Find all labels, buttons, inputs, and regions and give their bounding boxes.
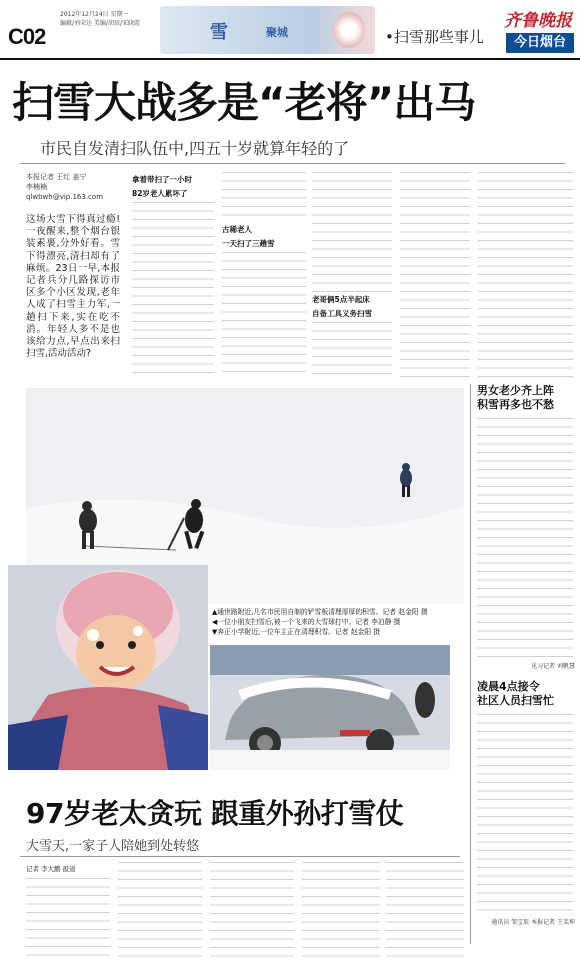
banner-sub: 聚城 <box>266 26 288 39</box>
page-meta <box>60 10 160 28</box>
caption-1: ▲通世路附近,几名市民用自制的铲雪板清理厚厚的积雪。记者 赵金阳 摄 <box>212 608 428 616</box>
body-column-5 <box>478 172 573 377</box>
sidebar-story-2-body <box>477 714 573 914</box>
column-subhead: 拿着带扫了一小时 <box>132 175 192 184</box>
body-text <box>132 202 214 377</box>
page-number: C02 <box>8 24 46 49</box>
body-text <box>312 322 392 377</box>
second-headline: 97岁老太贪玩 跟重外孙打雪仗 <box>26 797 404 830</box>
subhead-rule <box>20 163 565 164</box>
banner-title: 雪 <box>210 22 229 43</box>
sidebar <box>470 384 575 944</box>
body-column-1 <box>132 172 214 377</box>
column-subhead: 古稀老人 <box>222 225 252 234</box>
photo-captions <box>212 607 462 637</box>
second-byline-col <box>26 862 110 962</box>
main-headline: 扫雪大战多是“老将”出马 <box>12 78 476 127</box>
editors-line: 编辑/刘荣达 美编/胡辰/宋晓霞 <box>60 20 140 27</box>
child-graphic <box>8 565 208 770</box>
column-subhead: 自备工具义务扫雪 <box>312 309 372 318</box>
second-body-col-5 <box>386 862 464 962</box>
section-banner <box>160 6 375 54</box>
second-subhead: 大雪天,一家子人陪她到处转悠 <box>26 839 200 854</box>
body-text <box>478 172 573 377</box>
photo-child-snowball <box>8 565 208 770</box>
body-text <box>400 172 470 377</box>
sidebar-story-1-credit: 见习记者 刘帆慧 <box>531 663 575 670</box>
second-body-col-2 <box>118 862 202 962</box>
sidebar-story-2-credit: 通讯员 邹宝辰 本报记者 王芙坤 <box>491 919 575 926</box>
header-rule <box>0 58 580 60</box>
sidebar-story-2-title: 凌晨4点接令 社区人员扫雪忙 <box>477 680 554 707</box>
edition-tag: 今日烟台 <box>506 33 574 53</box>
main-lede: 这场大雪下得真过瘾!一夜醒来,整个烟台银装素裹,分外好看。雪下得漂亮,清扫却有了麻烦。23日一早,本报记者兵分几路探访市区多个小区发现,老年人成了扫雪主力军,一趟扫下来,实在吃不消。年轻人多不是也该给力点,早点出来扫扫雪,活动活动? <box>26 214 120 360</box>
paper-logo: 齐鲁晚报 <box>504 11 572 31</box>
byline-reporter-2: 李楠楠 <box>26 183 47 191</box>
body-text <box>222 252 306 377</box>
byline-reporters: 本报记者 王红 姜宁 <box>26 173 87 181</box>
main-byline <box>26 172 120 202</box>
section-title: •扫雪那些事儿 <box>385 28 484 46</box>
second-byline: 记者 李大鹏 报道 <box>26 865 76 873</box>
body-column-4 <box>400 172 470 377</box>
body-text <box>312 172 392 292</box>
column-subhead: 老哥俩5点半起床 <box>312 295 370 304</box>
body-column-3 <box>312 172 392 377</box>
body-column-2 <box>222 172 306 377</box>
issue-date: 2012年12月24日 星期一 <box>60 11 129 18</box>
masthead <box>0 0 580 60</box>
second-rule <box>20 856 460 857</box>
caption-3: ▼奔正小学附近,一位车主正在清理积雪。记者 赵金阳 摄 <box>212 628 381 636</box>
main-subhead: 市民自发清扫队伍中,四五十岁就算年轻的了 <box>40 139 350 158</box>
snowball-graphic-icon <box>333 12 365 48</box>
sidebar-story-1-body <box>477 418 573 658</box>
second-body-col-4 <box>302 862 380 962</box>
sidebar-story-1-title: 男女老少齐上阵 积雪再多也不愁 <box>477 384 554 411</box>
second-body-col-3 <box>210 862 294 962</box>
photo-car-snow <box>210 645 450 770</box>
column-subhead: 82岁老人累坏了 <box>132 189 188 198</box>
caption-2: ◀一位小朋友扫雪后,被一个飞来的大雪球打中。记者 李泊静 摄 <box>212 618 401 626</box>
column-subhead: 一天扫了三趟雪 <box>222 239 275 248</box>
body-text <box>222 172 306 222</box>
car-graphic <box>210 645 450 770</box>
byline-email: qlwbwh@vip.163.com <box>26 193 104 201</box>
